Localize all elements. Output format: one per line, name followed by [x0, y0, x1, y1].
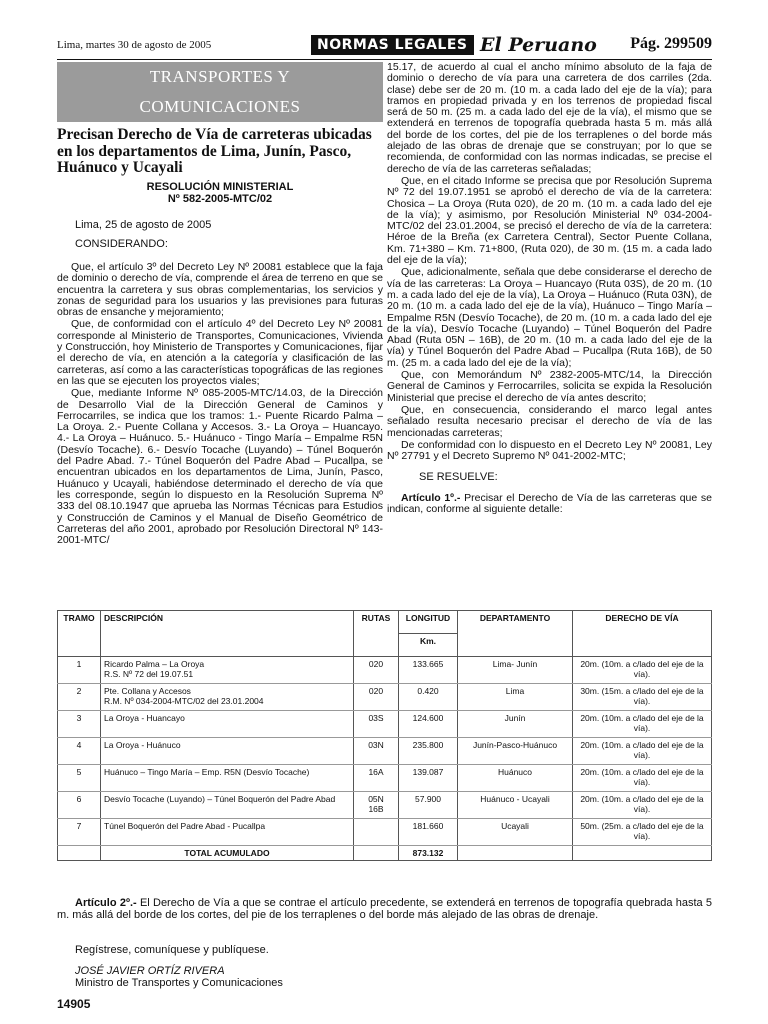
- cell-departamento: Huánuco: [458, 765, 573, 792]
- considerando-heading: CONSIDERANDO:: [75, 238, 168, 250]
- left-column: [57, 262, 383, 547]
- resolution-date: Lima, 25 de agosto de 2005: [75, 219, 212, 231]
- paragraph: Que, mediante Informe Nº 085-2005-MTC/14.03, de la Dirección de Desarrollo Vial de la Dirección General de Caminos y Ferrocarriles, se indica que los tramos: 1.- Puente Ricardo Palma – La Oroya. 2.- Puente Collana y Accesos. 3.- La Oroya – Huancayo. 4.- La Oroya – Huánuco. 5.- Huánuco - Tingo María – Empalme R5N (Desvío Tocache). 6.- Desvío Tocache (Luyando) – Túnel Boquerón del Padre Abad. 7.- Túnel Boquerón del Padre Abad – Pucallpa, se encuentran ubicados en los departamentos de Lima, Junín, Pasco, Huánuco y Ucayali, habiéndose determinado el derecho de vía que les corresponde, según lo dispuesto en la Resolución Suprema Nº 333 del 08.10.1947 que aprueba las Normas Técnicas para Estudios y Construcción de Caminos y el Manual de Diseño Geométrico de Carreteras del año 2001, aprobado por Resolución Directoral Nº 143-2001-MTC/: [57, 387, 383, 547]
- cell-derecho: 20m. (10m. a c/lado del eje de la vía).: [573, 711, 712, 738]
- page-number-header: Pág. 299509: [630, 35, 712, 52]
- cell-ruta: 03N: [354, 738, 399, 765]
- signatory-title: Ministro de Transportes y Comunicaciones: [75, 977, 283, 989]
- cell-departamento: Junín: [458, 711, 573, 738]
- cell-km: 139.087: [399, 765, 458, 792]
- header-date: Lima, martes 30 de agosto de 2005: [57, 39, 212, 51]
- paragraph: De conformidad con lo dispuesto en el Decreto Ley Nº 20081, Ley Nº 27791 y el Decreto Supremo Nº 041-2002-MTC;: [387, 438, 712, 463]
- cell-descripcion: Túnel Boquerón del Padre Abad - Pucallpa: [101, 819, 354, 846]
- cell-derecho: 20m. (10m. a c/lado del eje de la vía).: [573, 792, 712, 819]
- page-header: [57, 33, 712, 59]
- cell-empty: [573, 846, 712, 861]
- article-1: [387, 493, 712, 516]
- col-header-departamento: DEPARTAMENTO: [458, 611, 573, 657]
- table-row: [58, 765, 712, 792]
- article-1-text: Precisar el Derecho de Vía de las carreteras que se indican, conforme al siguiente detalle:: [387, 491, 712, 515]
- col-header-longitud: LONGITUD: [399, 611, 458, 634]
- col-header-rutas: RUTAS: [354, 611, 399, 657]
- cell-km: 133.665: [399, 657, 458, 684]
- paragraph: Que, con Memorándum Nº 2382-2005-MTC/14, la Dirección General de Caminos y Ferrocarriles, solicita se expida la Resolución Ministerial que precise el derecho de vía antes descrito;: [387, 369, 712, 404]
- col-header-km: Km.: [399, 634, 458, 657]
- cell-departamento: Ucayali: [458, 819, 573, 846]
- right-column: [387, 62, 712, 516]
- cell-descripcion: La Oroya - Huancayo: [101, 711, 354, 738]
- cell-derecho: 30m. (15m. a c/lado del eje de la vía).: [573, 684, 712, 711]
- banner-line-1: TRANSPORTES Y: [149, 67, 291, 86]
- cell-km: 57.900: [399, 792, 458, 819]
- cell-descripcion: Desvío Tocache (Luyando) – Túnel Boquerón del Padre Abad: [101, 792, 354, 819]
- resolution-number: Nº 582-2005-MTC/02: [167, 193, 273, 205]
- cell-descripcion: Huánuco – Tingo María – Emp. R5N (Desvío Tocache): [101, 765, 354, 792]
- article-2: [57, 897, 712, 921]
- cell-tramo: 6: [58, 792, 101, 819]
- cell-departamento: Huánuco - Ucayali: [458, 792, 573, 819]
- cell-ruta: 03S: [354, 711, 399, 738]
- total-value: 873.132: [399, 846, 458, 861]
- paragraph: Que, el artículo 3º del Decreto Ley Nº 20081 establece que la faja de dominio o derecho de vía, comprende el área de terreno en que se encuentra la carretera y sus obras complementarias, los servicios y zonas de seguridad para los usuarios y las previsiones para futuras obras de ensanche y mejoramiento;: [57, 261, 383, 319]
- table-row: [58, 792, 712, 819]
- cell-ruta: 05N 16B: [354, 792, 399, 819]
- paragraph: Que, en consecuencia, considerando el marco legal antes señalado resulta necesario precisar el derecho de vía de las mencionadas carreteras;: [387, 403, 712, 439]
- paragraph: Que, de conformidad con el artículo 4º del Decreto Ley Nº 20081 corresponde al Ministerio de Transportes, Comunicaciones, Vivienda y Construcción, hoy Ministerio de Transportes y Comunicaciones, fijar el derecho de vía, en atención a la categoría y clasificación de las carreteras, así como a las características topográficas de las regiones en las que se ejecuten los proyectos viales;: [57, 318, 383, 387]
- cell-departamento: Lima: [458, 684, 573, 711]
- banner-line-2: COMUNICACIONES: [139, 97, 301, 116]
- paragraph: Que, en el citado Informe se precisa que por Resolución Suprema Nº 72 del 19.07.1951 se aprobó el derecho de vía de la carretera: Chosica – La Oroya (Ruta 020), de 20 m. (10 m. a cada lado del eje de la vía); y asimismo, por Resolución Ministerial Nº 034-2004-MTC/02 del 23.01.2004, se precisó el derecho de vía de la carretera: Héroe de la Breña (ex Carretera Central), Sector Puente Collana, Km. 71+380 – Km. 71+800, (Ruta 020), de 30 m. (15 m. a cada lado del eje de la vía);: [387, 174, 712, 267]
- table-row: [58, 819, 712, 846]
- cell-derecho: 20m. (10m. a c/lado del eje de la vía).: [573, 657, 712, 684]
- cell-ruta: 020: [354, 684, 399, 711]
- section-banner: [57, 62, 383, 122]
- article-2-label: Artículo 2º.-: [75, 897, 137, 909]
- cell-derecho: 20m. (10m. a c/lado del eje de la vía).: [573, 738, 712, 765]
- cell-descripcion: La Oroya - Huánuco: [101, 738, 354, 765]
- cell-descripcion: Ricardo Palma – La Oroya R.S. Nº 72 del 19.07.51: [101, 657, 354, 684]
- paragraph: 15.17, de acuerdo al cual el ancho mínimo absoluto de la faja de dominio o derecho de vía para una carretera de dos carriles (2da. clase) debe ser de 20 m. (10 m. a cada lado del eje de la vía); para tramos en propiedad privada y en los terrenos de propiedad fiscal será de 50 m. (25 m. a cada lado del eje de la vía), el mismo que se extenderá en terrenos de topografía quebrada hasta 5 m. más allá del borde de los cortes, del pie de los terraplenes o del borde más alejado de las obras de drenaje que se construyan; por lo que se recomienda, de conformidad con las normas indicadas, se precise el derecho de vía de las carreteras señaladas;: [387, 61, 712, 175]
- col-header-tramo: TRAMO: [58, 611, 101, 657]
- cell-descripcion: Pte. Collana y Accesos R.M. Nº 034-2004-MTC/02 del 23.01.2004: [101, 684, 354, 711]
- newspaper-logo: El Peruano: [480, 34, 597, 56]
- signatory-name: JOSÉ JAVIER ORTÍZ RIVERA: [75, 965, 225, 977]
- cell-tramo: 4: [58, 738, 101, 765]
- cell-tramo: 5: [58, 765, 101, 792]
- cell-km: 124.600: [399, 711, 458, 738]
- derecho-de-via-table: [57, 610, 712, 861]
- header-rule: [57, 59, 712, 60]
- table-row: [58, 738, 712, 765]
- cell-derecho: 20m. (10m. a c/lado del eje de la vía).: [573, 765, 712, 792]
- article-1-label: Artículo 1º.-: [401, 491, 461, 504]
- table-row: [58, 657, 712, 684]
- cell-empty: [354, 846, 399, 861]
- resolution-name: RESOLUCIÓN MINISTERIAL: [146, 181, 294, 193]
- table-total-row: [58, 846, 712, 861]
- se-resuelve-heading: SE RESUELVE:: [419, 471, 498, 484]
- cell-ruta: 16A: [354, 765, 399, 792]
- cell-empty: [458, 846, 573, 861]
- table-row: [58, 684, 712, 711]
- signature-block: [75, 965, 675, 989]
- cell-tramo: 2: [58, 684, 101, 711]
- closing-formula: Regístrese, comuníquese y publíquese.: [75, 944, 269, 956]
- cell-empty: [58, 846, 101, 861]
- cell-tramo: 1: [58, 657, 101, 684]
- cell-km: 181.660: [399, 819, 458, 846]
- cell-departamento: Junín-Pasco-Huánuco: [458, 738, 573, 765]
- col-header-derecho: DERECHO DE VÍA: [573, 611, 712, 657]
- article-headline: Precisan Derecho de Vía de carreteras ubicadas en los departamentos de Lima, Junín, Pasco, Huánuco y Ucayali: [57, 126, 372, 176]
- page-number-footer: 14905: [57, 997, 91, 1011]
- cell-km: 235.800: [399, 738, 458, 765]
- cell-ruta: 020: [354, 657, 399, 684]
- cell-tramo: 3: [58, 711, 101, 738]
- table-row: [58, 711, 712, 738]
- total-label: TOTAL ACUMULADO: [101, 846, 354, 861]
- cell-ruta: [354, 819, 399, 846]
- article-2-text: El Derecho de Vía a que se contrae el artículo precedente, se extenderá en terrenos de topografía quebrada hasta 5 m. más allá del borde de los cortes, del pie de los terraplenes o del borde más alejado de las obras de drenaje.: [57, 897, 712, 921]
- cell-tramo: 7: [58, 819, 101, 846]
- col-header-descripcion: DESCRIPCIÓN: [101, 611, 354, 657]
- paragraph: Que, adicionalmente, señala que debe considerarse el derecho de vía de las carreteras: La Oroya – Huancayo (Ruta 03S), de 20 m. (10 m. a cada lado del eje de la vía), La Oroya – Huánuco (Ruta 03N), de 20 m. (10 m. a cada lado del eje de la vía), Huánuco – Tingo María – Empalme R5N (Desvío Tocache), de 20 m. (10 m. a cada lado del eje de la vía), Desvío Tocache (Luyando) – Túnel Boquerón del Padre Abad (Ruta 05N – 16B), de 20 m. (10 m. a cada lado del eje de la vía) y Túnel Boquerón del Padre Abad – Pucallpa (Ruta 16B), de 50 m. (25 m. a cada lado del eje de la vía);: [387, 266, 712, 369]
- cell-km: 0.420: [399, 684, 458, 711]
- cell-departamento: Lima- Junín: [458, 657, 573, 684]
- section-label: NORMAS LEGALES: [311, 35, 474, 55]
- cell-derecho: 50m. (25m. a c/lado del eje de la vía).: [573, 819, 712, 846]
- resolution-title: [57, 181, 383, 205]
